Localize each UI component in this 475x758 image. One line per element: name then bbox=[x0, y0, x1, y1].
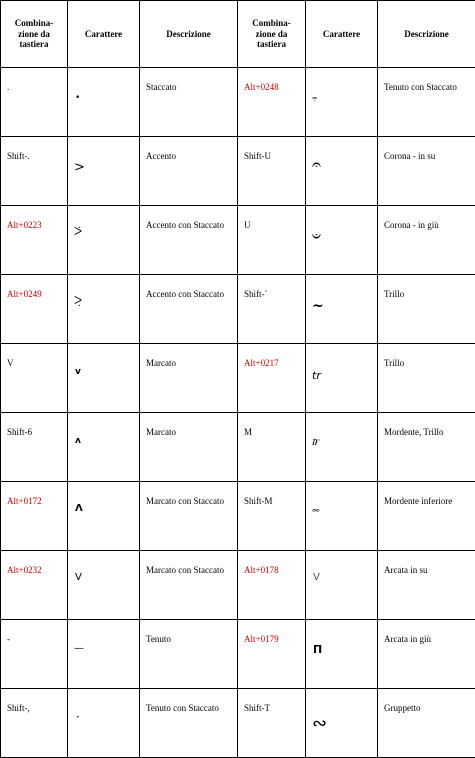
music-symbol-icon: v bbox=[75, 368, 81, 377]
right-key-combination: Shift-T bbox=[238, 689, 306, 758]
right-key-combination: Alt+0248 bbox=[238, 68, 306, 137]
header-description-right: Descrizione bbox=[378, 1, 475, 68]
left-description: Marcato bbox=[140, 344, 238, 413]
right-description: Mordente inferiore bbox=[378, 482, 475, 551]
left-description: Accento con Staccato bbox=[140, 206, 238, 275]
music-symbol-icon: 𝄑 bbox=[312, 228, 321, 244]
right-character-cell bbox=[306, 482, 378, 551]
music-symbol-icon: Λ bbox=[75, 504, 83, 514]
music-symbol-icon: ∾ bbox=[312, 715, 327, 733]
table-row bbox=[1, 551, 475, 620]
left-key-combination: Alt+0172 bbox=[1, 482, 68, 551]
right-character-cell bbox=[306, 620, 378, 689]
right-character-cell bbox=[306, 413, 378, 482]
right-description: Trillo bbox=[378, 275, 475, 344]
left-character-cell bbox=[68, 620, 140, 689]
left-character-cell bbox=[68, 275, 140, 344]
right-character-cell bbox=[306, 689, 378, 758]
right-description: Tenuto con Staccato bbox=[378, 68, 475, 137]
music-symbol-icon: ~ bbox=[312, 299, 324, 313]
music-symbol-icon: ᐳ̣ bbox=[74, 295, 82, 306]
right-character-cell bbox=[306, 344, 378, 413]
left-description: Tenuto bbox=[140, 620, 238, 689]
right-description: Trillo bbox=[378, 344, 475, 413]
left-key-combination: . bbox=[1, 68, 68, 137]
left-description: Accento bbox=[140, 137, 238, 206]
right-key-combination: Shift-U bbox=[238, 137, 306, 206]
right-character-cell bbox=[306, 68, 378, 137]
left-key-combination: Alt+0232 bbox=[1, 551, 68, 620]
music-symbol-icon: 𝆗 bbox=[312, 502, 320, 516]
right-description: Corona - in su bbox=[378, 137, 475, 206]
music-symbol-icon: > bbox=[74, 161, 85, 174]
right-key-combination: U bbox=[238, 206, 306, 275]
music-symbol-icon: — bbox=[74, 644, 84, 654]
left-character-cell bbox=[68, 344, 140, 413]
right-description: Gruppetto bbox=[378, 689, 475, 758]
music-symbol-icon: • bbox=[75, 94, 80, 103]
right-key-combination: Alt+0179 bbox=[238, 620, 306, 689]
left-key-combination: Shift-. bbox=[1, 137, 68, 206]
right-key-combination: Alt+0217 bbox=[238, 344, 306, 413]
right-description: Arcata in giù bbox=[378, 620, 475, 689]
left-key-combination: Alt+0223 bbox=[1, 206, 68, 275]
left-key-combination: - bbox=[1, 620, 68, 689]
left-description: Staccato bbox=[140, 68, 238, 137]
right-character-cell bbox=[306, 206, 378, 275]
header-key-combination-right: Combina- zione da tastiera bbox=[238, 1, 306, 68]
left-key-combination: Shift-6 bbox=[1, 413, 68, 482]
right-key-combination: Shift-M bbox=[238, 482, 306, 551]
music-symbol-icon: 𝄐 bbox=[312, 157, 321, 173]
music-symbol-icon: V bbox=[313, 573, 320, 583]
left-character-cell bbox=[68, 689, 140, 758]
right-character-cell bbox=[306, 551, 378, 620]
header-row bbox=[1, 1, 475, 68]
music-symbol-icon: 𝆖 bbox=[312, 435, 319, 448]
music-symbol-icon: ⩦ bbox=[312, 94, 317, 103]
left-character-cell bbox=[68, 206, 140, 275]
right-character-cell bbox=[306, 275, 378, 344]
left-description: Accento con Staccato bbox=[140, 275, 238, 344]
left-character-cell bbox=[68, 482, 140, 551]
music-symbol-icon: tr bbox=[312, 370, 321, 381]
right-description: Arcata in su bbox=[378, 551, 475, 620]
left-description: Marcato bbox=[140, 413, 238, 482]
table-row bbox=[1, 620, 475, 689]
left-character-cell bbox=[68, 413, 140, 482]
table-row bbox=[1, 137, 475, 206]
music-symbol-icon: ʌ bbox=[75, 437, 81, 446]
header-character-right: Carattere bbox=[306, 1, 378, 68]
table-row bbox=[1, 344, 475, 413]
header-key-combination-left: Combina- zione da tastiera bbox=[1, 1, 68, 68]
left-description: Tenuto con Staccato bbox=[140, 689, 238, 758]
right-description: Mordente, Trillo bbox=[378, 413, 475, 482]
right-character-cell bbox=[306, 137, 378, 206]
table-row bbox=[1, 689, 475, 758]
table-row bbox=[1, 413, 475, 482]
left-key-combination: Alt+0249 bbox=[1, 275, 68, 344]
table-row bbox=[1, 482, 475, 551]
right-key-combination: Alt+0178 bbox=[238, 551, 306, 620]
header-character-left: Carattere bbox=[68, 1, 140, 68]
left-character-cell bbox=[68, 68, 140, 137]
table-row bbox=[1, 68, 475, 137]
table-row bbox=[1, 275, 475, 344]
music-symbol-icon: Π bbox=[313, 644, 322, 655]
right-key-combination: M bbox=[238, 413, 306, 482]
music-symbol-icon: ᐳ̇ bbox=[74, 226, 82, 237]
table-row bbox=[1, 206, 475, 275]
left-key-combination: Shift-, bbox=[1, 689, 68, 758]
music-symbol-icon: V bbox=[75, 573, 82, 583]
right-key-combination: Shift-` bbox=[238, 275, 306, 344]
left-character-cell bbox=[68, 137, 140, 206]
music-symbol-icon: · bbox=[76, 711, 80, 723]
left-key-combination: V bbox=[1, 344, 68, 413]
header-description-left: Descrizione bbox=[140, 1, 238, 68]
left-description: Marcato con Staccato bbox=[140, 482, 238, 551]
left-character-cell bbox=[68, 551, 140, 620]
left-description: Marcato con Staccato bbox=[140, 551, 238, 620]
right-description: Corona - in giù bbox=[378, 206, 475, 275]
